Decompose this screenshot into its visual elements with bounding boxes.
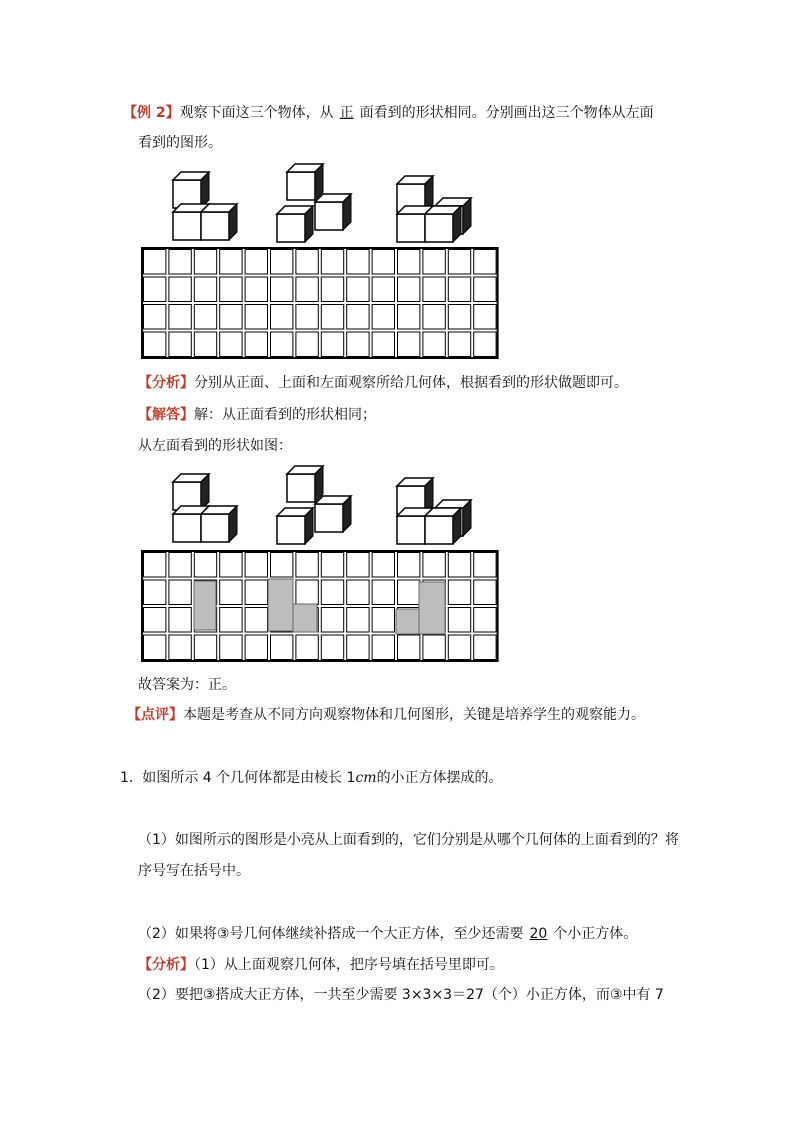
grid-cell bbox=[245, 608, 267, 633]
analysis-text: 分别从正面、上面和左面观察所给几何体，根据看到的形状做题即可。 bbox=[194, 375, 628, 391]
left-view-caption: 从左面看到的形状如图： bbox=[138, 438, 292, 454]
grid-cell bbox=[144, 305, 166, 330]
grid-cell bbox=[245, 635, 267, 660]
grid-cell bbox=[321, 305, 343, 330]
grid-cell bbox=[372, 250, 394, 275]
grid-cell bbox=[347, 553, 369, 578]
grid-cell bbox=[144, 277, 166, 302]
grid-cell bbox=[169, 553, 191, 578]
problem-analysis-1: （1）从上面观察几何体，把序号填在括号里即可。 bbox=[194, 957, 504, 973]
problem-analysis-tag: 【分析】 bbox=[138, 957, 194, 973]
grid-cell bbox=[423, 250, 445, 275]
shade-shape2-tall bbox=[268, 579, 293, 631]
problem-text-a: 如图所示 4 个几何体都是由棱长 1 bbox=[142, 770, 356, 786]
cube-shape-1-answer bbox=[173, 474, 237, 542]
grid-cell bbox=[194, 635, 216, 660]
grid-cell bbox=[448, 277, 470, 302]
grid-cell bbox=[474, 250, 496, 275]
grid-cell bbox=[448, 332, 470, 357]
grid-cell bbox=[245, 580, 267, 605]
analysis-line bbox=[138, 373, 628, 393]
grid-cell bbox=[271, 608, 293, 633]
analysis-tag: 【分析】 bbox=[138, 375, 194, 391]
grid-cell bbox=[398, 250, 420, 275]
grid-cell bbox=[448, 305, 470, 330]
grid-cell bbox=[271, 580, 293, 605]
blank-grid bbox=[142, 248, 498, 358]
grid-cell bbox=[169, 305, 191, 330]
grid-cell bbox=[372, 553, 394, 578]
grid-cell bbox=[372, 608, 394, 633]
grid-cell bbox=[423, 580, 445, 605]
grid-cell bbox=[144, 635, 166, 660]
problem-unit: cm bbox=[355, 770, 377, 786]
grid-cell bbox=[245, 305, 267, 330]
grid-cell bbox=[321, 553, 343, 578]
cube-shape-2-answer bbox=[277, 466, 351, 544]
grid-cell bbox=[474, 305, 496, 330]
grid-cell bbox=[474, 635, 496, 660]
grid-cell bbox=[448, 250, 470, 275]
grid-cell bbox=[321, 250, 343, 275]
example-tag: 【例 2】 bbox=[123, 105, 180, 121]
grid-cell bbox=[245, 553, 267, 578]
grid-cell bbox=[448, 608, 470, 633]
comment-line bbox=[127, 705, 645, 725]
grid-cell bbox=[194, 250, 216, 275]
grid-cell bbox=[194, 580, 216, 605]
question-answer: 正 bbox=[339, 105, 354, 121]
grid-cell bbox=[398, 608, 420, 633]
grid-cell bbox=[245, 277, 267, 302]
grid-cell bbox=[448, 635, 470, 660]
cube-shape-3-answer bbox=[397, 478, 471, 544]
grid-cell bbox=[144, 608, 166, 633]
grid-cell bbox=[271, 250, 293, 275]
grid-cell bbox=[347, 305, 369, 330]
grid-cell bbox=[474, 580, 496, 605]
grid-cell bbox=[474, 608, 496, 633]
shade-shape3-tall bbox=[419, 582, 445, 634]
left-view-shading bbox=[194, 579, 445, 634]
problem-number: 1. bbox=[120, 770, 134, 786]
grid-cell bbox=[220, 580, 242, 605]
grid-cell bbox=[321, 332, 343, 357]
grid-cell bbox=[347, 635, 369, 660]
grid-cell bbox=[169, 635, 191, 660]
grid-border bbox=[142, 248, 498, 358]
grid-cell bbox=[321, 580, 343, 605]
part1-line1: （1）如图所示的图形是小亮从上面看到的，它们分别是从哪个几何体的上面看到的？将 bbox=[138, 832, 679, 848]
grid-cell bbox=[169, 250, 191, 275]
shade-shape3-short bbox=[396, 609, 419, 634]
part1-line2: 序号写在括号中。 bbox=[138, 863, 250, 879]
grid-cell bbox=[296, 553, 318, 578]
grid-cell bbox=[398, 553, 420, 578]
grid-cell bbox=[347, 250, 369, 275]
grid-cell bbox=[194, 332, 216, 357]
grid-cell bbox=[220, 277, 242, 302]
grid-cell bbox=[194, 608, 216, 633]
grid-cell bbox=[271, 332, 293, 357]
grid-cell bbox=[372, 305, 394, 330]
grid-cell bbox=[194, 553, 216, 578]
grid-cell bbox=[372, 635, 394, 660]
grid-cell bbox=[321, 635, 343, 660]
grid-cell bbox=[321, 277, 343, 302]
grid-cell bbox=[423, 332, 445, 357]
grid-cell bbox=[398, 332, 420, 357]
grid-cell bbox=[169, 332, 191, 357]
grid-cell bbox=[398, 305, 420, 330]
problem1-line bbox=[120, 768, 503, 788]
grid-cell bbox=[347, 332, 369, 357]
grid-cell bbox=[296, 635, 318, 660]
problem-text-b: 的小正方体摆成的。 bbox=[376, 770, 503, 786]
grid-cell bbox=[245, 250, 267, 275]
grid-cell bbox=[144, 250, 166, 275]
grid-cell bbox=[144, 553, 166, 578]
grid-cell bbox=[296, 332, 318, 357]
grid-cell bbox=[372, 332, 394, 357]
grid-cell bbox=[347, 277, 369, 302]
grid-cell bbox=[271, 553, 293, 578]
grid-cell bbox=[271, 277, 293, 302]
grid-cell bbox=[296, 277, 318, 302]
grid-cell bbox=[144, 580, 166, 605]
grid-cell bbox=[296, 608, 318, 633]
grid-cell bbox=[169, 580, 191, 605]
problem-analysis-line1 bbox=[138, 955, 504, 975]
solution-text: 解：从正面看到的形状相同； bbox=[194, 407, 376, 423]
grid-cell bbox=[220, 250, 242, 275]
part2-line bbox=[138, 924, 637, 944]
grid-cell bbox=[169, 608, 191, 633]
grid-cell bbox=[220, 608, 242, 633]
grid-border bbox=[142, 551, 498, 661]
grid-cell bbox=[423, 305, 445, 330]
answer-grid bbox=[142, 551, 498, 661]
grid-cell bbox=[144, 332, 166, 357]
grid-cell bbox=[474, 277, 496, 302]
grid-cell bbox=[220, 635, 242, 660]
grid-cell bbox=[423, 635, 445, 660]
problem-analysis-line2: （2）要把③搭成大正方体，一共至少需要 3×3×3＝27（个）小正方体，而③中有 7 bbox=[138, 987, 664, 1003]
grid-cell bbox=[296, 580, 318, 605]
grid-cell bbox=[296, 250, 318, 275]
grid-cell bbox=[474, 553, 496, 578]
grid-cell bbox=[448, 580, 470, 605]
grid-cell bbox=[398, 635, 420, 660]
example-question-line1 bbox=[123, 103, 654, 123]
part2-answer: 20 bbox=[529, 926, 548, 942]
cube-shape-3 bbox=[397, 176, 471, 242]
grid-cell bbox=[220, 305, 242, 330]
grid-cell bbox=[347, 580, 369, 605]
grid-cell bbox=[220, 332, 242, 357]
grid-cell bbox=[423, 553, 445, 578]
grid-cell bbox=[194, 305, 216, 330]
grid-cell bbox=[474, 332, 496, 357]
grid-cell bbox=[398, 580, 420, 605]
grid-cell bbox=[271, 305, 293, 330]
grid-cell bbox=[372, 277, 394, 302]
cube-shape-2 bbox=[277, 164, 351, 242]
solution-line bbox=[138, 405, 376, 425]
final-answer: 故答案为：正。 bbox=[138, 677, 236, 693]
comment-text: 本题是考查从不同方向观察物体和几何图形，关键是培养学生的观察能力。 bbox=[183, 707, 645, 723]
grid-cell bbox=[220, 553, 242, 578]
grid-cell bbox=[271, 635, 293, 660]
comment-tag: 【点评】 bbox=[127, 707, 183, 723]
grid-cell bbox=[194, 277, 216, 302]
grid-cell bbox=[372, 580, 394, 605]
solution-tag: 【解答】 bbox=[138, 407, 194, 423]
grid-cell bbox=[169, 277, 191, 302]
example-question-line2: 看到的图形。 bbox=[138, 135, 222, 151]
part2-text-b: 个小正方体。 bbox=[553, 926, 638, 942]
part2-text-a: （2）如果将③号几何体继续补搭成一个大正方体，至少还需要 bbox=[138, 926, 524, 942]
grid-cell bbox=[245, 332, 267, 357]
cube-shape-1 bbox=[173, 172, 237, 240]
question-text-a: 观察下面这三个物体，从 bbox=[179, 105, 334, 121]
grid-cell bbox=[398, 277, 420, 302]
grid-cell bbox=[321, 608, 343, 633]
grid-cell bbox=[347, 608, 369, 633]
grid-cell bbox=[423, 277, 445, 302]
shade-shape2-short bbox=[293, 604, 317, 632]
shade-shape1 bbox=[194, 581, 216, 630]
grid-cell bbox=[448, 553, 470, 578]
grid-cell bbox=[423, 608, 445, 633]
question-text-b: 面看到的形状相同。分别画出这三个物体从左面 bbox=[359, 105, 654, 121]
grid-cell bbox=[296, 305, 318, 330]
